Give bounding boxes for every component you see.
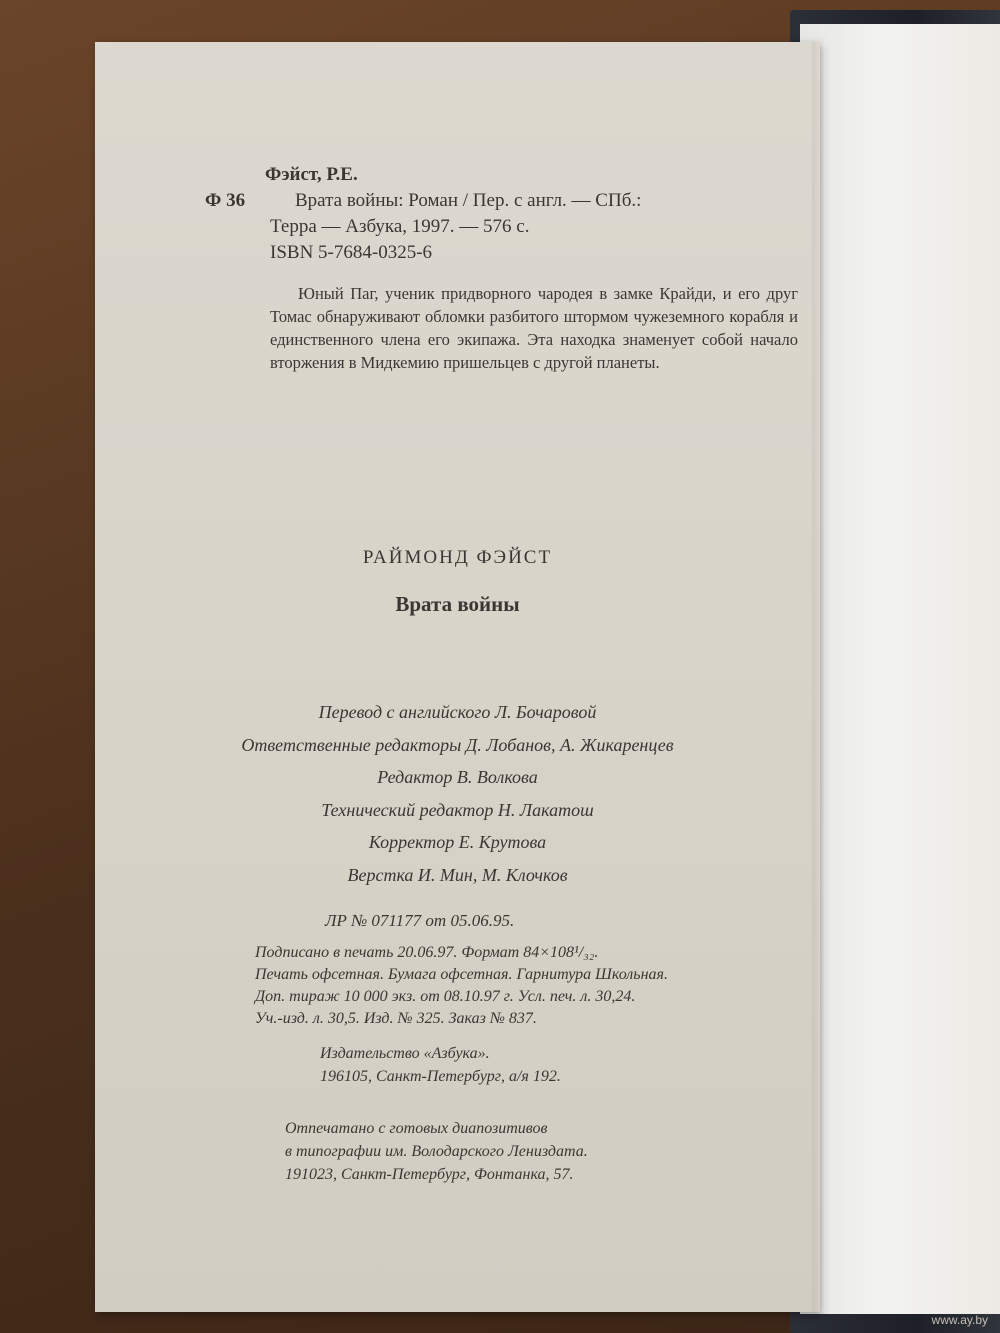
credit-line: Корректор Е. Крутова [368, 832, 547, 852]
credits [95, 702, 820, 897]
publisher [320, 1042, 561, 1088]
watermark: www.ay.by [931, 1313, 988, 1327]
credit-line: Ответственные редакторы Д. Лобанов, А. Жикаренцев [241, 734, 674, 755]
book-title: Врата войны [395, 592, 520, 616]
publisher-line: 196105, Санкт-Петербург, а/я 192. [320, 1068, 561, 1085]
catalog-line: Терра — Азбука, 1997. — 576 с. [270, 216, 530, 237]
title-author: РАЙМОНД ФЭЙСТ [362, 547, 553, 568]
catalog-index: Ф 36 [205, 190, 246, 211]
imprint [255, 910, 815, 1030]
catalog-line: Врата войны: Роман / Пер. с англ. — СПб.: [295, 190, 642, 211]
printer [285, 1117, 588, 1186]
book-page [95, 42, 820, 1312]
credit-line: Технический редактор Н. Лакатош [321, 799, 594, 820]
printer-line: Отпечатано с готовых диапозитивов [285, 1120, 548, 1137]
imprint-line: Печать офсетная. Бумага офсетная. Гарнитура Школьная. [255, 966, 668, 983]
imprint-line: Подписано в печать 20.06.97. Формат 84×108¹/₃₂. [255, 944, 599, 961]
endpaper [800, 24, 1000, 1314]
credit-line: Перевод с английского Л. Бочаровой [318, 702, 597, 722]
credit-line: Редактор В. Волкова [377, 767, 538, 787]
imprint-line: Уч.-изд. л. 30,5. Изд. № 325. Заказ № 837. [255, 1010, 537, 1027]
printer-line: в типографии им. Володарского Лениздата. [285, 1143, 588, 1160]
printer-line: 191023, Санкт-Петербург, Фонтанка, 57. [285, 1166, 574, 1183]
catalog-author: Фэйст, Р.Е. [265, 164, 358, 185]
annotation [270, 282, 798, 374]
credit-line: Верстка И. Мин, М. Клочков [347, 864, 568, 885]
license-number: ЛР № 071177 от 05.06.95. [325, 911, 515, 930]
annotation-text: Юный Паг, ученик придворного чародея в замке Крайди, и его друг Томас обнаруживают обломки разбитого штормом чужеземного корабля и единственного члена его экипажа. Эта находка знаменует собой начало вторжения в Мидкемию пришельцев с другой планеты. [270, 284, 798, 372]
catalog-isbn: ISBN 5-7684-0325-6 [270, 242, 433, 263]
publisher-line: Издательство «Азбука». [320, 1045, 490, 1062]
imprint-line: Доп. тираж 10 000 экз. от 08.10.97 г. Усл. печ. л. 30,24. [255, 988, 636, 1005]
